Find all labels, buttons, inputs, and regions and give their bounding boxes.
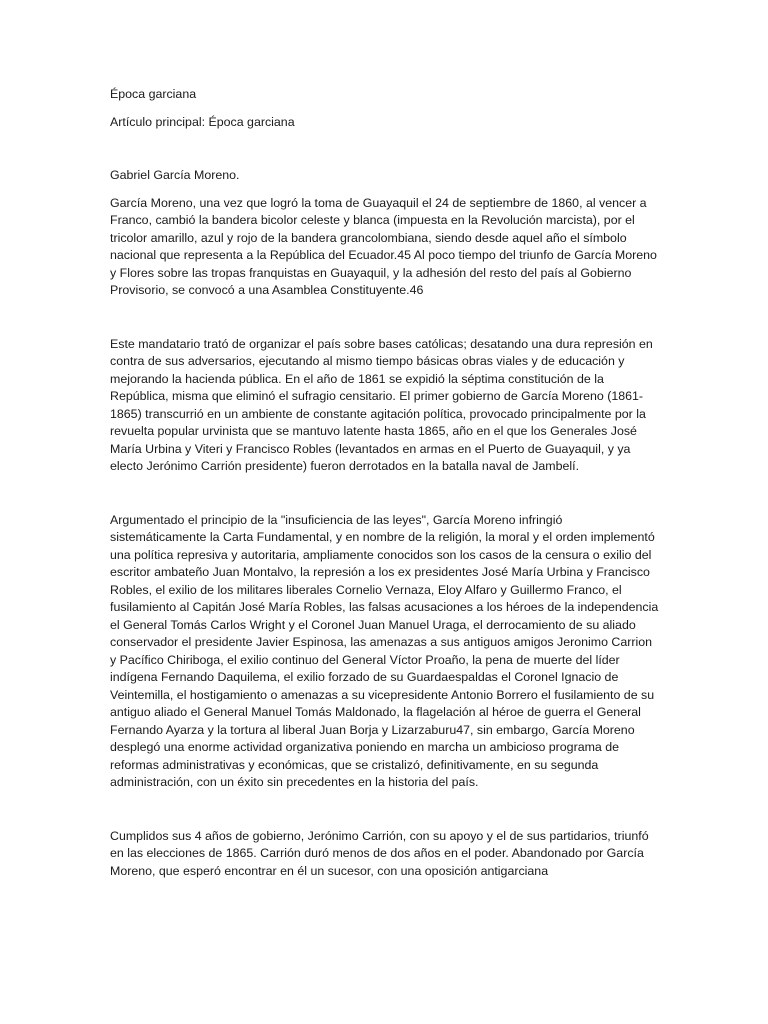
- paragraph-2: Este mandatario trató de organizar el país sobre bases católicas; desatando una dura represión en contra de sus adversarios, ejecutando al mismo tiempo básicas obras viales y de educación y mejorando la hacienda pública. En el año de 1861 se expidió la séptima constitución de la República, misma que eliminó el sufragio censitario. El primer gobierno de García Moreno (1861-1865) transcurrió en un ambiente de constante agitación política, provocado principalmente por la revuelta popular urvinista que se mantuvo latente hasta 1865, año en el que los Generales José María Urbina y Viteri y Francisco Robles (levantados en armas en el Puerto de Guayaquil, y ya electo Jerónimo Carrión presidente) fueron derrotados en la batalla naval de Jambelí.: [110, 336, 653, 473]
- document-body: [110, 86, 660, 880]
- paragraph-1: García Moreno, una vez que logró la toma de Guayaquil el 24 de septiembre de 1860, al vencer a Franco, cambió la bandera bicolor celeste y blanca (impuesta en la Revolución marcista), por el tricolor amarillo, azul y rojo de la bandera grancolombiana, siendo desde aquel año el símbolo nacional que representa a la República del Ecuador.45 Al poco tiempo del triunfo de García Moreno y Flores sobre las tropas franquistas en Guayaquil, y la adhesión del resto del país al Gobierno Provisorio, se convocó a una Asamblea Constituyente.46: [110, 195, 657, 297]
- section-heading: Época garciana: [110, 87, 197, 101]
- main-article-note: Artículo principal: Época garciana: [110, 114, 295, 129]
- paragraph-4: Cumplidos sus 4 años de gobierno, Jerónimo Carrión, con su apoyo y el de sus partidarios, triunfó en las elecciones de 1865. Carrión duró menos de dos años en el poder. Abandonado por García Moreno, que esperó encontrar en él un sucesor, con una oposición antigarciana: [110, 828, 649, 878]
- paragraph-3: Argumentado el principio de la "insuficiencia de las leyes", García Moreno infringió sistemáticamente la Carta Fundamental, y en nombre de la religión, la moral y el orden implementó una política represiva y autoritaria, ampliamente conocidos son los casos de la censura o exilio del escritor ambateño Juan Montalvo, la represión a los ex presidentes José María Urbina y Francisco Robles, el exilio de los militares liberales Cornelio Vernaza, Eloy Alfaro y Guillermo Franco, el fusilamiento al Capitán José María Robles, las falsas acusaciones a los héroes de la independencia el General Tomás Carlos Wright y el Coronel Juan Manuel Uraga, el derrocamiento de su aliado conservador el presidente Javier Espinosa, las amenazas a sus antiguos amigos Jeronimo Carrion y Pacífico Chiriboga, el exilio continuo del General Víctor Proaño, la pena de muerte del líder indígena Fernando Daquilema, el exilio forzado de su Guardaespaldas el Coronel Ignacio de Veintemilla, el hostigamiento o amenazas a su vicepresidente Antonio Borrero el fusilamiento de su antiguo aliado el General Manuel Tomás Maldonado, la flagelación al héroe de guerra el General Fernando Ayarza y la tortura al liberal Juan Borja y Lizarzaburu47, sin embargo, García Moreno desplegó una enorme actividad organizativa poniendo en marcha un ambicioso programa de reformas administrativas y económicas, que se cristalizó, definitivamente, en su segunda administración, con un éxito sin precedentes en la historia del país.: [110, 512, 659, 789]
- image-caption: Gabriel García Moreno.: [110, 168, 240, 182]
